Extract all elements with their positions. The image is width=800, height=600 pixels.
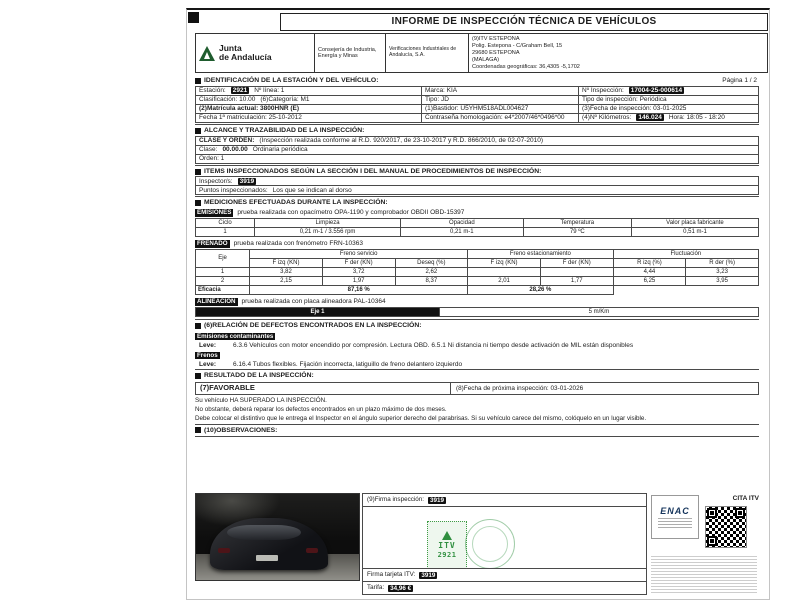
resultado-note: No obstante, deberá reparar los defectos encontrados en un plazo máximo de dos meses. <box>195 406 447 414</box>
cell: 3,23 <box>686 268 759 277</box>
resultado-favorable: (7)FAVORABLE <box>196 383 451 394</box>
puntos-value: Los que se indican al dorso <box>272 186 352 194</box>
defect-category-chip: Frenos <box>197 352 218 360</box>
qr-code <box>705 506 747 548</box>
section-observaciones <box>195 424 759 436</box>
junta-triangle-icon <box>442 531 452 540</box>
defect-text: 6.3.6 Vehículos con motor encendido por compresión. Lectura OBD. 6.5.1 Ni distancia ni tiempo desde activación de MIL están disponibles <box>233 341 634 349</box>
alineacion-line <box>195 297 759 306</box>
frenado-line <box>195 239 759 248</box>
cell: 2,01 <box>468 277 541 286</box>
observaciones-empty-area <box>195 437 759 491</box>
cell <box>468 268 541 277</box>
emisiones-table <box>195 218 759 237</box>
col-header: Temperatura <box>523 219 631 228</box>
defect-item <box>195 341 759 350</box>
cell: 4,44 <box>613 268 686 277</box>
puntos-row <box>196 186 758 194</box>
frenado-eficacia-row <box>196 286 759 295</box>
field-tipo-inspeccion: Tipo de inspección: Periódica <box>579 96 758 105</box>
station-line: Coordenadas geográficas: 36,4305 -5,1702 <box>472 63 580 70</box>
tarifa-label: Tarifa: <box>367 584 385 592</box>
col-header: Limpieza <box>255 219 401 228</box>
report-title: INFORME DE INSPECCIÓN TÉCNICA DE VEHÍCULOS <box>280 13 768 31</box>
field-value-chip: 2921 <box>232 87 248 95</box>
section-items-title: ITEMS INSPECCIONADOS SEGÚN LA SECCIÓN I DEL MANUAL DE PROCEDIMIENTOS DE INSPECCIÓN: <box>204 167 542 175</box>
alineacion-valor: 5 m/Km <box>439 308 758 317</box>
field-kilometros <box>579 114 758 122</box>
col-header: Valor placa fabricante <box>631 219 758 228</box>
cell: 0,21 m-1 / 3.556 rpm <box>255 228 401 237</box>
department-box: Consejería de Industria, Energía y Minas <box>315 34 386 72</box>
cell: 8,37 <box>395 277 468 286</box>
emisiones-line <box>195 208 759 217</box>
photo-taillight <box>306 548 318 553</box>
cell: 2,62 <box>395 268 468 277</box>
frenado-table <box>195 249 759 295</box>
resultado-note: Su vehículo HA SUPERADO LA INSPECCIÓN. <box>195 396 327 404</box>
cell: 2,15 <box>250 277 323 286</box>
field-label: (4)Nº Kilómetros: <box>582 114 632 122</box>
firma-inspeccion-value-chip: 3919 <box>430 496 445 504</box>
eficacia-estacionamiento: 28,26 % <box>468 286 613 295</box>
photo-license-plate <box>256 555 278 561</box>
frenado-label: FRENADO <box>197 240 228 247</box>
company-box: Verificaciones Industriales de Andalucía, S.A. <box>386 34 469 72</box>
cell: 1 <box>196 268 250 277</box>
cell: 3,82 <box>250 268 323 277</box>
enac-logo: ENAC <box>660 505 690 516</box>
group-header: Fluctuación <box>613 250 758 259</box>
defect-severity: Leve: <box>199 360 216 368</box>
inspector-row <box>196 177 758 186</box>
emisiones-desc: prueba realizada con opacímetro OPA-1190 y comprobador OBDII OBD-15397 <box>237 209 465 217</box>
section-items <box>195 165 759 177</box>
defectos-list <box>195 331 759 369</box>
signature-area <box>363 507 646 568</box>
alcance-box <box>195 136 759 164</box>
clase-label: Clase: <box>199 145 218 153</box>
section-alcance <box>195 124 759 136</box>
junta-name <box>219 44 272 62</box>
resultado-note: Debe colocar el distintivo que le entrega el Inspector en el ángulo superior derecho del parabrisas. Si su vehículo carece del mismo, colóquelo en un lugar visible. <box>195 415 647 423</box>
field-estacion <box>196 87 422 96</box>
field-linea: Nº línea: 1 <box>254 87 285 95</box>
col-header: F izq (KN) <box>468 259 541 268</box>
firma-inspeccion-bar <box>363 494 646 507</box>
clase-orden-row <box>196 137 758 146</box>
section-defectos-title: (6)RELACIÓN DE DEFECTOS ENCONTRADOS EN LA INSPECCIÓN: <box>204 322 422 330</box>
section-alcance-title: ALCANCE Y TRAZABILIDAD DE LA INSPECCIÓN: <box>204 126 365 134</box>
alineacion-row <box>196 308 759 317</box>
cell: 1,77 <box>540 277 613 286</box>
inspection-report-page <box>186 8 770 600</box>
field-fecha-matriculacion: Fecha 1ª matriculación: 25-10-2012 <box>196 114 422 122</box>
field-clasificacion <box>196 96 422 105</box>
field-tipo: Tipo: JD <box>422 96 579 105</box>
section-marker-icon <box>195 78 201 84</box>
emisiones-header-row <box>196 219 759 228</box>
field-categoria: (6)Categoría: M1 <box>260 96 310 104</box>
group-header: Freno estacionamiento <box>468 250 613 259</box>
qr-finder-icon <box>735 508 745 518</box>
station-line: (9)ITV ESTEPONA <box>472 36 520 42</box>
tarifa-bar <box>363 581 646 594</box>
title-row <box>280 13 768 31</box>
station-line: (MALAGA) <box>472 56 500 63</box>
sticker-station-number: 2921 <box>437 551 457 560</box>
section-marker-icon <box>195 323 201 329</box>
cell: 0,21 m-1 <box>400 228 523 237</box>
enac-fine-print <box>658 518 692 528</box>
section-marker-icon <box>195 373 201 379</box>
field-bastidor: (1)Bastidor: U5YHM518ADL004627 <box>422 105 579 114</box>
clase-orden-label: CLASE Y ORDEN: <box>199 136 255 144</box>
itv-sticker <box>427 521 467 568</box>
footer-row <box>195 493 759 595</box>
puntos-label: Puntos inspeccionados: <box>199 186 268 194</box>
emisiones-data-row <box>196 228 759 237</box>
defect-category <box>195 333 759 341</box>
photo-taillight <box>218 548 230 553</box>
page-number: Página 1 / 2 <box>722 76 757 84</box>
cell: 1 <box>196 228 255 237</box>
field-value-chip: 17004-25-000614 <box>630 87 683 95</box>
group-header: Freno servicio <box>250 250 468 259</box>
field-marca: Marca: KIA <box>422 87 579 96</box>
col-header: Opacidad <box>400 219 523 228</box>
station-address <box>469 34 767 72</box>
col-header: F der (KN) <box>322 259 395 268</box>
cita-itv-label: CITA ITV <box>732 495 759 502</box>
clase-desc: Ordinaria periódica <box>252 145 308 153</box>
field-hora: Hora: 18:05 - 18:20 <box>668 114 725 122</box>
frenado-desc: prueba realizada con frenómetro FRN-10363 <box>233 240 363 248</box>
cell: 2 <box>196 277 250 286</box>
station-line: 29680 ESTEPONA <box>472 49 520 56</box>
field-fecha-inspeccion: (3)Fecha de inspección: 03-01-2025 <box>579 105 758 114</box>
sticker-itv-text: ITV <box>438 540 456 550</box>
legal-fine-print <box>651 555 757 593</box>
identification-grid <box>195 86 759 123</box>
clase-row <box>196 146 758 155</box>
identification-header-row <box>195 73 759 86</box>
clase-orden-note: (Inspección realizada conforme al R.D. 920/2017, de 23-10-2017 y R.D. 866/2010, de 02-07-2010) <box>259 136 544 144</box>
frenado-data-row <box>196 268 759 277</box>
frenado-data-row <box>196 277 759 286</box>
vehicle-photo <box>195 493 360 581</box>
field-num-inspeccion <box>579 87 758 96</box>
section-resultado-title: RESULTADO DE LA INSPECCIÓN: <box>204 372 314 379</box>
frenado-group-row <box>196 250 759 259</box>
field-matricula: (2)Matrícula actual: 3800HNR (E) <box>196 105 422 114</box>
field-label: Clasificación: 10.00 <box>199 96 256 104</box>
cell: 79 ºC <box>523 228 631 237</box>
enac-box <box>651 495 699 539</box>
qr-finder-icon <box>707 508 717 518</box>
col-header: Ciclo <box>196 219 255 228</box>
section-resultado <box>195 369 759 381</box>
cell: 1,97 <box>322 277 395 286</box>
cell: 6,25 <box>613 277 686 286</box>
alineacion-label: ALINEACIÓN <box>197 298 236 305</box>
firma-tarjeta-value-chip: 3919 <box>421 571 436 579</box>
orden-row: Orden: 1 <box>199 154 225 162</box>
cell <box>540 268 613 277</box>
inspector-label: Inspector/s: <box>199 177 233 185</box>
proxima-inspeccion: (8)Fecha de próxima inspección: 03-01-2026 <box>456 384 584 392</box>
col-header: R izq (%) <box>613 259 686 268</box>
field-label: Nº Inspección: <box>582 87 624 95</box>
photo-car-window <box>227 525 301 540</box>
cell: 3,72 <box>322 268 395 277</box>
items-box <box>195 176 759 195</box>
field-label: Estación: <box>199 87 226 95</box>
junta-logo <box>196 34 315 72</box>
defect-text: 6.16.4 Tubos flexibles. Fijación incorrecta, latiguillo de freno delantero izquierdo <box>233 360 463 368</box>
qr-finder-icon <box>707 536 717 546</box>
emisiones-label: EMISIONES <box>197 209 232 216</box>
col-header: F izq (KN) <box>250 259 323 268</box>
tarifa-value-chip: 34,96 € <box>390 584 412 592</box>
defect-category-chip: Emisiones contaminantes <box>197 333 274 341</box>
organization-header <box>195 33 768 73</box>
section-defectos <box>195 319 759 331</box>
field-value-chip: 146.024 <box>638 114 662 122</box>
cell: 3,95 <box>686 277 759 286</box>
clase-value: 00.00.00 <box>222 145 248 153</box>
eficacia-label: Eficacia <box>196 286 250 295</box>
section-mediciones-title: MEDICIONES EFECTUADAS DURANTE LA INSPECCIÓN: <box>204 199 388 207</box>
alineacion-table <box>195 307 759 317</box>
empty-cell <box>613 286 758 295</box>
section-observaciones-title: (10)OBSERVACIONES: <box>204 426 278 434</box>
accreditation-area <box>649 493 759 595</box>
defect-severity: Leve: <box>199 341 216 349</box>
alineacion-eje: Eje 1 <box>196 308 440 317</box>
field-contrasena: Contraseña homologación: e4*2007/46*0496*00 <box>422 114 579 122</box>
section-mediciones <box>195 196 759 208</box>
junta-name-line2: de Andalucía <box>219 52 272 62</box>
firma-inspeccion-label: (9)Firma inspección: <box>367 496 425 504</box>
station-line: Polig. Estepona - C/Graham Bell, 15 <box>472 42 563 49</box>
section-marker-icon <box>195 128 201 134</box>
section-marker-icon <box>195 427 201 433</box>
defect-category <box>195 352 759 360</box>
section-marker-icon <box>195 169 201 175</box>
resultado-row <box>195 382 759 395</box>
registration-mark-icon <box>188 12 199 23</box>
alineacion-desc: prueba realizada con placa alineadora PAL-10364 <box>241 298 386 306</box>
col-header: Deseq (%) <box>395 259 468 268</box>
frenado-subheader-row <box>196 259 759 268</box>
col-header: Eje <box>196 250 250 268</box>
eficacia-servicio: 87,16 % <box>250 286 468 295</box>
section-marker-icon <box>195 200 201 206</box>
firma-tarjeta-bar <box>363 568 646 581</box>
defect-item <box>195 360 759 369</box>
section-identification <box>195 75 378 86</box>
inspector-value-chip: 3919 <box>239 177 255 185</box>
col-header: R der (%) <box>686 259 759 268</box>
cell: 0,51 m-1 <box>631 228 758 237</box>
round-stamp-icon <box>465 519 515 568</box>
firma-tarjeta-label: Firma tarjeta ITV: <box>367 571 416 579</box>
junta-name-line1: Junta <box>219 43 242 54</box>
signature-box <box>362 493 647 595</box>
section-identification-title: IDENTIFICACIÓN DE LA ESTACIÓN Y DEL VEHÍCULO: <box>204 77 379 84</box>
page-content <box>187 73 769 599</box>
junta-triangle-icon <box>199 46 215 61</box>
col-header: F der (KN) <box>540 259 613 268</box>
